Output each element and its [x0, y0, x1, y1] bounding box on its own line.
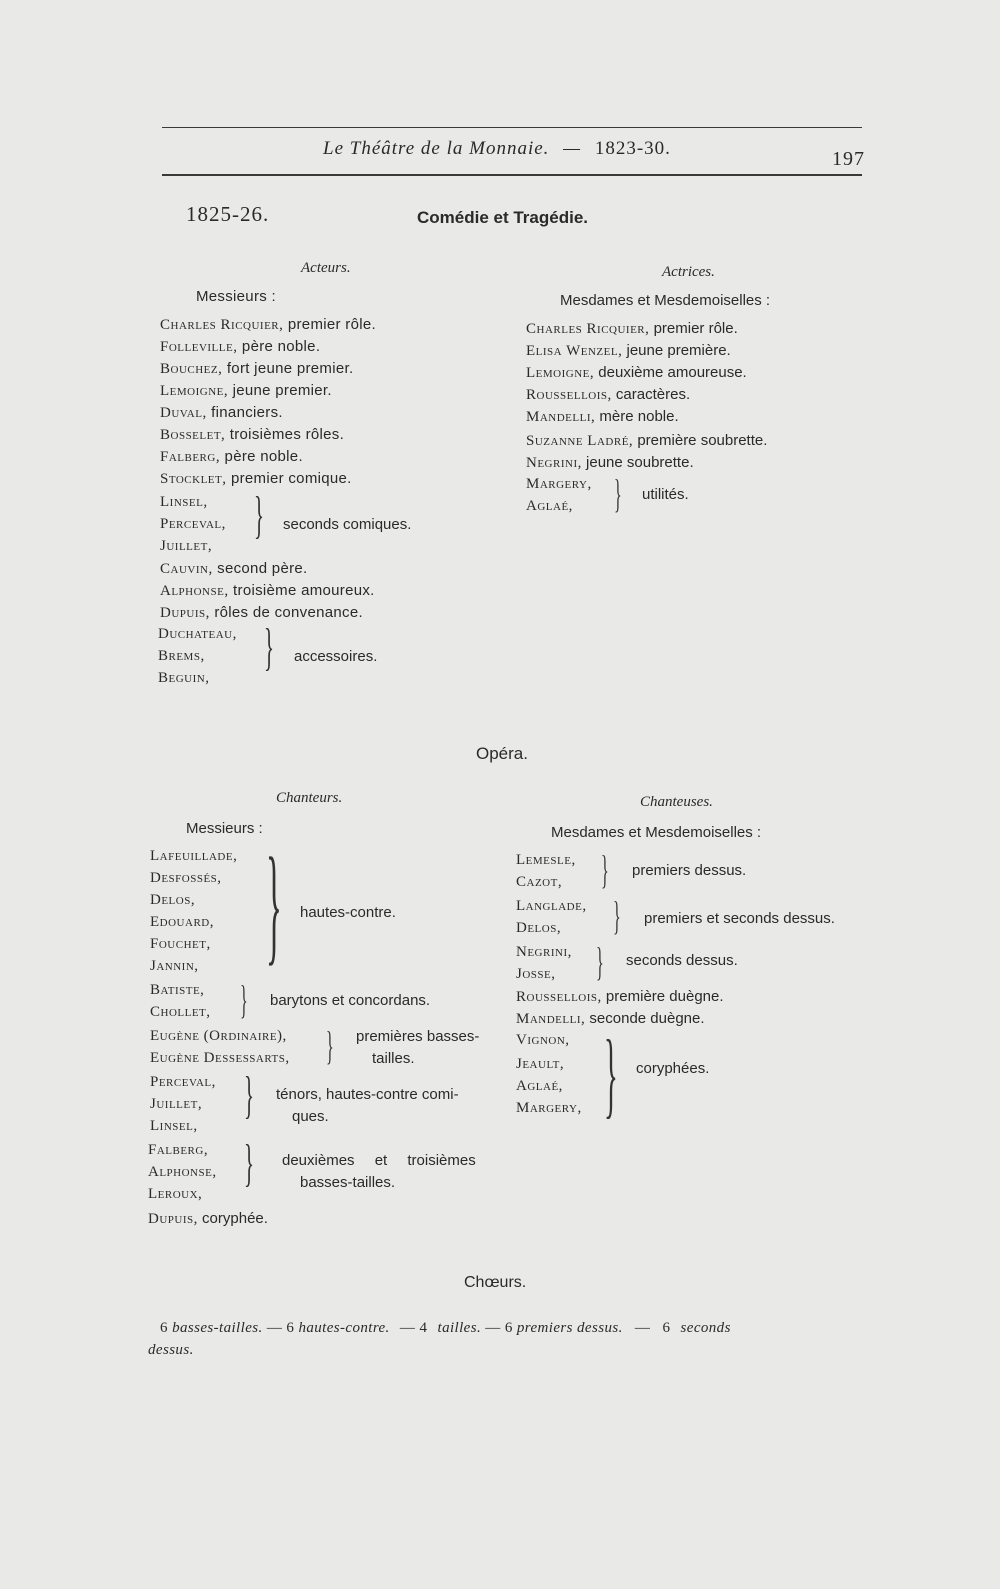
opera-heading: Opéra.	[476, 744, 528, 763]
acteur-line	[160, 426, 344, 444]
brace-icon: }	[266, 830, 282, 977]
voice: dessus.	[148, 1342, 194, 1358]
singer-name: Dupuis,	[148, 1211, 198, 1227]
actor-role: premier rôle.	[283, 316, 376, 333]
singer-name: Margery,	[516, 1100, 582, 1116]
singer-name: Aglaé,	[516, 1078, 563, 1094]
brace-icon: }	[326, 1023, 334, 1068]
acteur-line	[160, 404, 283, 422]
actress-name: Elisa Wenzel,	[526, 343, 623, 359]
singer-line	[148, 1210, 268, 1228]
group-role: deuxièmes et troisièmes	[282, 1152, 476, 1169]
running-header	[323, 138, 671, 160]
singer-name: Fouchet,	[150, 936, 211, 952]
actor-name: Linsel,	[160, 494, 208, 510]
brace-icon: }	[254, 487, 264, 544]
singer-name: Josse,	[516, 966, 556, 982]
singer-name: Alphonse,	[148, 1164, 217, 1180]
actor-name: Lemoigne,	[160, 383, 229, 399]
group-role: premiers et seconds dessus.	[644, 910, 835, 927]
dash: —	[485, 1320, 501, 1336]
acteurs-title: Acteurs.	[301, 260, 351, 276]
singer-name: Linsel,	[150, 1118, 198, 1134]
singer-name: Lafeuillade,	[150, 848, 238, 864]
actor-name: Stocklet,	[160, 471, 227, 487]
actor-name: Perceval,	[160, 516, 226, 532]
actrices-title: Actrices.	[662, 264, 715, 280]
actor-name: Charles Ricquier,	[160, 317, 284, 333]
choeurs-heading: Chœurs.	[464, 1274, 527, 1291]
header-dash: —	[563, 138, 582, 159]
chanteuses-title: Chanteuses.	[640, 794, 713, 810]
actress-name: Charles Ricquier,	[526, 321, 650, 337]
actress-name: Mandelli,	[526, 409, 596, 425]
count: 6	[160, 1320, 168, 1336]
singer-name: Langlade,	[516, 898, 587, 914]
actor-role: père noble.	[237, 338, 321, 355]
singer-name: Juillet,	[150, 1096, 203, 1112]
actor-name: Falberg,	[160, 449, 221, 465]
count: 6	[286, 1320, 295, 1336]
acteur-line	[160, 604, 363, 622]
count: 6	[504, 1320, 513, 1336]
actress-name: Negrini,	[526, 455, 582, 471]
dash: —	[399, 1320, 416, 1336]
singer-line	[516, 988, 724, 1006]
actor-role: troisièmes rôles.	[225, 426, 345, 443]
comedie-heading: Comédie et Tragédie.	[417, 208, 588, 227]
singer-name: Batiste,	[150, 982, 205, 998]
brace-icon: }	[244, 1067, 254, 1124]
dash: —	[266, 1320, 283, 1336]
acteur-line	[160, 382, 332, 400]
group-role: premiers dessus.	[632, 862, 747, 879]
chanteurs-title: Chanteurs.	[276, 790, 343, 806]
voice: basses-tailles.	[172, 1320, 263, 1336]
actor-name: Beguin,	[158, 670, 210, 686]
actor-role: financiers.	[206, 404, 283, 421]
actor-name: Duchateau,	[158, 626, 237, 642]
actrice-line	[526, 432, 767, 450]
brace-icon: }	[604, 1020, 618, 1127]
actor-name: Brems,	[158, 648, 205, 664]
group-role: utilités.	[642, 486, 689, 503]
actor-name: Duval,	[160, 405, 207, 421]
actrice-line	[526, 408, 679, 426]
choeurs-line	[160, 1320, 731, 1337]
choeurs-line-cont	[148, 1342, 194, 1359]
actor-name: Dupuis,	[160, 605, 210, 621]
header-bottom-rule	[162, 174, 862, 176]
actor-role: père noble.	[220, 448, 303, 465]
singer-name: Lemesle,	[516, 852, 576, 868]
actress-name: Aglaé,	[526, 498, 573, 514]
actrice-line	[526, 454, 694, 472]
group-role: premières basses-	[356, 1028, 480, 1045]
header-years: 1823-30.	[594, 138, 671, 159]
group-role-cont: tailles.	[372, 1050, 415, 1067]
singer-name: Jannin,	[150, 958, 199, 974]
actor-role: premier comique.	[226, 470, 352, 487]
group-role: seconds dessus.	[626, 952, 738, 969]
actress-role: première soubrette.	[633, 432, 768, 449]
dash: —	[634, 1320, 651, 1336]
actor-role: troisième amoureux.	[228, 582, 375, 599]
voice: hautes-contre.	[298, 1320, 390, 1336]
actor-role: jeune premier.	[228, 382, 332, 399]
actress-name: Lemoigne,	[526, 365, 595, 381]
actress-role: deuxième amoureuse.	[594, 364, 747, 381]
singer-role: coryphée.	[197, 1210, 268, 1227]
group-role: hautes-contre.	[300, 904, 396, 921]
group-role: coryphées.	[636, 1060, 710, 1077]
group-role-cont: ques.	[292, 1108, 329, 1125]
actrice-line	[526, 386, 690, 404]
actor-name: Folleville,	[160, 339, 238, 355]
singer-name: Jeault,	[516, 1056, 565, 1072]
acteur-line	[160, 448, 303, 466]
singer-name: Desfossés,	[150, 870, 222, 886]
actress-role: mère noble.	[595, 408, 679, 425]
actor-name: Bosselet,	[160, 427, 226, 443]
singer-name: Delos,	[516, 920, 562, 936]
actor-role: rôles de convenance.	[209, 604, 363, 621]
singer-name: Edouard,	[150, 914, 214, 930]
count: 6	[662, 1320, 671, 1336]
singer-name: Negrini,	[516, 944, 572, 960]
voice: premiers dessus.	[516, 1320, 623, 1336]
voice: seconds	[680, 1320, 731, 1336]
brace-icon: }	[613, 893, 621, 938]
acteur-line	[160, 316, 376, 334]
actrice-line	[526, 342, 731, 360]
group-role: seconds comiques.	[283, 516, 412, 533]
singer-name: Chollet,	[150, 1004, 211, 1020]
acteur-line	[160, 470, 352, 488]
acteur-line	[160, 560, 308, 578]
singer-name: Roussellois,	[516, 989, 602, 1005]
group-role-cont: basses-tailles.	[300, 1174, 396, 1191]
season: 1825-26.	[186, 202, 270, 226]
actress-name: Suzanne Ladré,	[526, 433, 634, 449]
header-top-rule	[162, 127, 862, 128]
singer-name: Cazot,	[516, 874, 563, 890]
group-role: ténors, hautes-contre comi-	[276, 1086, 459, 1103]
actress-role: jeune première.	[622, 342, 731, 359]
actress-role: jeune soubrette.	[581, 454, 694, 471]
singer-name: Mandelli,	[516, 1011, 586, 1027]
singer-role: seconde duègne.	[585, 1010, 705, 1027]
singer-name: Vignon,	[516, 1032, 570, 1048]
brace-icon: }	[240, 977, 248, 1022]
singer-name: Delos,	[150, 892, 196, 908]
actor-role: fort jeune premier.	[222, 360, 354, 377]
singer-name: Falberg,	[148, 1142, 209, 1158]
brace-icon: }	[601, 847, 609, 892]
brace-icon: }	[264, 619, 274, 676]
singer-name: Eugène Dessessarts,	[150, 1050, 290, 1066]
singer-name: Eugène (Ordinaire),	[150, 1028, 287, 1044]
acteur-line	[160, 582, 375, 600]
brace-icon: }	[244, 1135, 254, 1192]
actor-name: Cauvin,	[160, 561, 213, 577]
chanteuses-salutation: Mesdames et Mesdemoiselles :	[551, 824, 762, 841]
count: 4	[419, 1320, 428, 1336]
voice: tailles.	[437, 1320, 482, 1336]
actor-name: Bouchez,	[160, 361, 223, 377]
singer-name: Perceval,	[150, 1074, 216, 1090]
actress-name: Roussellois,	[526, 387, 612, 403]
header-title: Le Théâtre de la Monnaie.	[323, 138, 550, 159]
actor-name: Alphonse,	[160, 583, 229, 599]
acteurs-salutation: Messieurs :	[196, 288, 276, 305]
group-role: accessoires.	[294, 648, 378, 665]
actor-role: second père.	[212, 560, 308, 577]
actress-role: caractères.	[611, 386, 691, 403]
actrices-salutation: Mesdames et Mesdemoiselles :	[560, 292, 771, 309]
page-number: 197	[832, 148, 865, 170]
chanteurs-salutation: Messieurs :	[186, 820, 263, 837]
actrice-line	[526, 364, 747, 382]
brace-icon: }	[614, 471, 622, 516]
group-role: barytons et concordans.	[270, 992, 431, 1009]
acteur-line	[160, 338, 320, 356]
brace-icon: }	[596, 939, 604, 984]
actor-name: Juillet,	[160, 538, 213, 554]
actrice-line	[526, 320, 738, 338]
acteur-line	[160, 360, 353, 378]
actress-role: premier rôle.	[649, 320, 738, 337]
singer-role: première duègne.	[601, 988, 724, 1005]
singer-name: Leroux,	[148, 1186, 203, 1202]
actress-name: Margery,	[526, 476, 592, 492]
